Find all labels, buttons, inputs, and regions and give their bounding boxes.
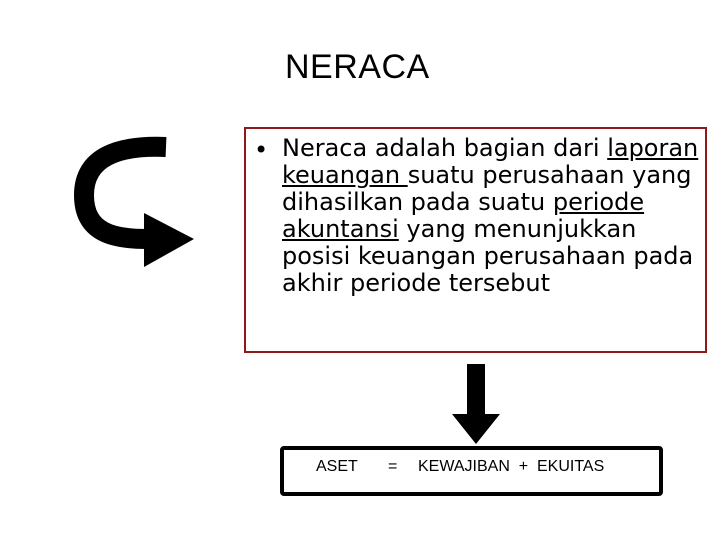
curved-arrow-icon xyxy=(70,135,210,275)
page-title: NERACA xyxy=(285,48,430,86)
definition-part-3: yang menunjukkan posisi keuangan perusahaan pada akhir periode tersebut xyxy=(282,215,694,297)
equation-right: KEWAJIBAN + EKUITAS xyxy=(418,458,605,475)
term-laporan-keuangan: laporan keuangan xyxy=(282,134,699,189)
definition-text xyxy=(282,135,707,297)
definition-part-1: Neraca adalah bagian dari xyxy=(282,134,608,162)
equation-box xyxy=(280,446,663,496)
term-periode-akuntansi: periode akuntansi xyxy=(282,188,645,243)
equation-equals: = xyxy=(388,458,398,475)
down-arrow-icon xyxy=(452,364,500,444)
equation-aset: ASET xyxy=(316,458,358,475)
definition-part-2: suatu perusahaan yang dihasilkan pada suatu xyxy=(282,161,692,216)
definition-box xyxy=(244,127,707,353)
bullet-marker: • xyxy=(254,136,269,164)
